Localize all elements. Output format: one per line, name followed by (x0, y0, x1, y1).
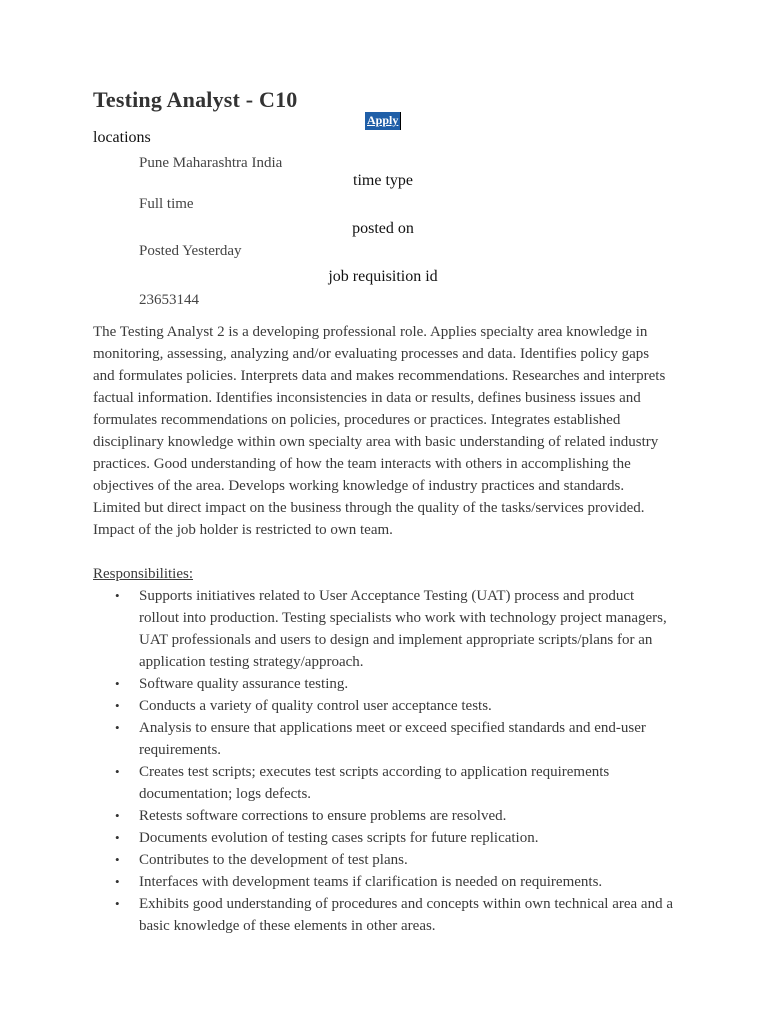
list-item (115, 827, 673, 849)
apply-button[interactable]: Apply (365, 112, 401, 130)
bullet-icon: • (115, 808, 120, 823)
list-item (115, 695, 673, 717)
list-item-text: Analysis to ensure that applications meet or exceed specified standards and end-user requirements. (139, 720, 646, 758)
job-requisition-label: job requisition id (328, 268, 438, 285)
bullet-icon: • (115, 720, 120, 735)
list-item-text: Creates test scripts; executes test scripts according to application requirements documentation; logs defects. (139, 764, 610, 802)
bullet-icon: • (115, 830, 120, 845)
list-item-text: Documents evolution of testing cases scripts for future replication. (139, 830, 539, 846)
list-item (115, 871, 673, 893)
bullet-icon: • (115, 698, 120, 713)
list-item (115, 717, 673, 761)
list-item (115, 673, 673, 695)
posted-on-label: posted on (352, 220, 414, 237)
list-item-text: Software quality assurance testing. (139, 676, 349, 692)
time-type-value: Full time (139, 196, 194, 212)
page-title: Testing Analyst - C10 (93, 87, 298, 112)
locations-value: Pune Maharashtra India (139, 155, 283, 171)
posted-on-value: Posted Yesterday (139, 243, 242, 259)
bullet-icon: • (115, 874, 120, 889)
locations-label: locations (93, 129, 151, 146)
list-item-text: Contributes to the development of test plans. (139, 852, 408, 868)
list-item-text: Interfaces with development teams if clarification is needed on requirements. (139, 874, 603, 890)
time-type-label: time type (353, 172, 413, 189)
responsibilities-list (93, 585, 673, 937)
list-item (115, 893, 674, 937)
list-item (115, 805, 673, 827)
list-item (115, 761, 673, 805)
bullet-icon: • (115, 764, 120, 779)
list-item (115, 585, 673, 673)
list-item-text: Exhibits good understanding of procedures and concepts within own technical area and a basic knowledge of these elements in other areas. (139, 896, 674, 934)
job-description: The Testing Analyst 2 is a developing professional role. Applies specialty area knowledge in monitoring, assessing, analyzing and/or evaluating processes and data. Identifies policy gaps and formulates policies. Interprets data and makes recommendations. Researches and interprets factual information. Identifies inconsistencies in data or results, defines business issues and formulates recommendations on policies, procedures or practices. Integrates established disciplinary knowledge within own specialty area with basic understanding of related industry practices. Good understanding of how the team interacts with others in accomplishing the objectives of the area. Develops working knowledge of industry practices and standards. Limited but direct impact on the business through the quality of the tasks/services provided. Impact of the job holder is restricted to own team. (93, 324, 666, 538)
bullet-icon: • (115, 896, 120, 911)
list-item-text: Retests software corrections to ensure problems are resolved. (139, 808, 507, 824)
list-item-text: Conducts a variety of quality control user acceptance tests. (139, 698, 492, 714)
list-item-text: Supports initiatives related to User Acceptance Testing (UAT) process and product rollout into production. Testing specialists who work with technology project managers, UAT professionals and users to design and implement appropriate scripts/plans for an application testing strategy/approach. (139, 588, 667, 670)
job-posting (93, 85, 674, 934)
bullet-icon: • (115, 588, 120, 603)
bullet-icon: • (115, 676, 120, 691)
list-item (115, 849, 673, 871)
job-requisition-value: 23653144 (139, 292, 199, 308)
responsibilities-heading: Responsibilities: (93, 566, 194, 582)
bullet-icon: • (115, 852, 120, 867)
